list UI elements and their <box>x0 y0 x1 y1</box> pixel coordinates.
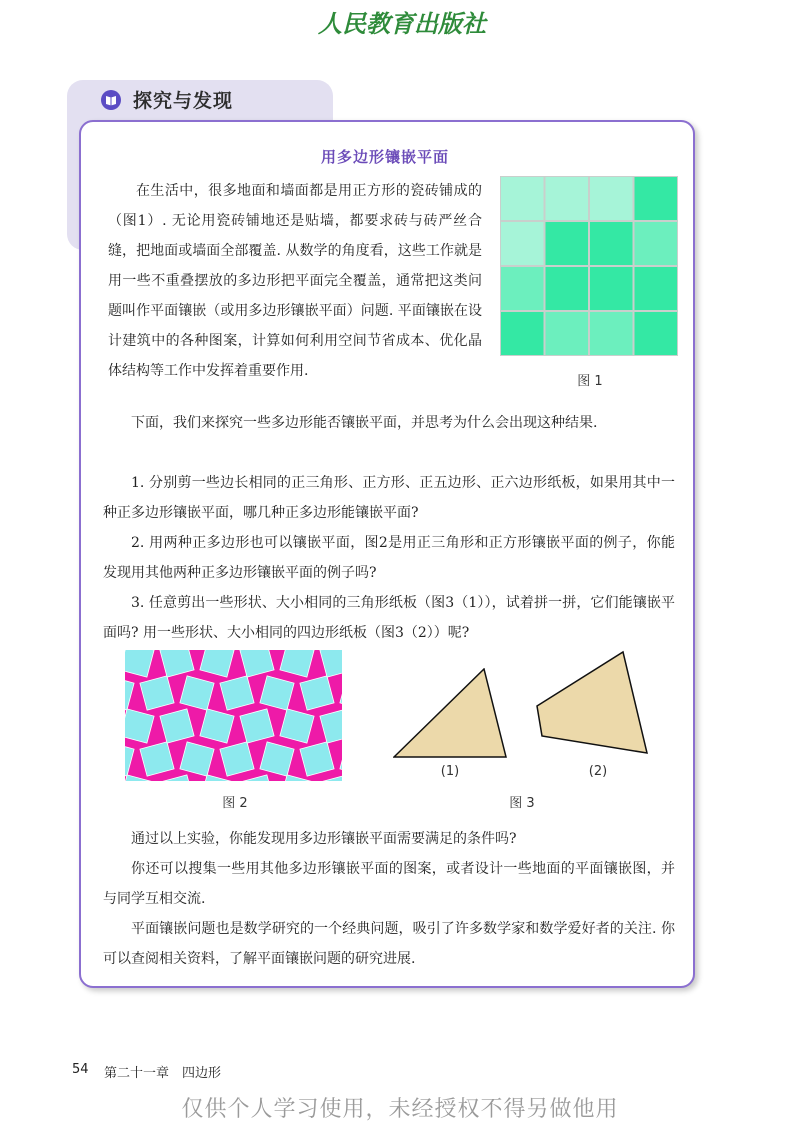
square-tile <box>590 267 633 310</box>
paragraph-intro: 在生活中，很多地面和墙面都是用正方形的瓷砖铺成的（图1）. 无论用瓷砖铺地还是贴墙，都要求砖与砖严丝合缝，把地面或墙面全部覆盖. 从数学的角度看，这些工作就是用一些不重叠摆放的多边形把平面完全覆盖，通常把这类问题叫作平面镶嵌（或用多边形镶嵌平面）问题. 平面镶嵌在设计建筑中的各种图案，计算如何利用空间节省成本、优化晶体结构等工作中发挥着重要作用. <box>108 183 482 379</box>
figure-1-square-tiles <box>500 176 678 356</box>
figure-3-quadrilateral <box>535 650 650 756</box>
paragraph-task-2: 2. 用两种正多边形也可以镶嵌平面，图2是用正三角形和正方形镶嵌平面的例子，你能发现用其他两种正多边形镶嵌平面的例子吗? <box>103 535 675 581</box>
square-tile <box>635 177 678 220</box>
figure-3-caption: 图 3 <box>509 796 535 811</box>
square-tile <box>590 222 633 265</box>
square-tile <box>501 222 544 265</box>
svg-text:人民教育出版社: 人民教育出版社 <box>318 9 486 38</box>
figure-3-sub-caption-2: (2) <box>588 764 608 779</box>
square-tile <box>546 177 589 220</box>
paragraph-task-1: 1. 分别剪一些边长相同的正三角形、正方形、正五边形、正六边形纸板，如果用其中一种正多边形镶嵌平面，哪几种正多边形能镶嵌平面? <box>103 475 675 521</box>
figure-2-caption: 图 2 <box>222 796 248 811</box>
square-tile <box>501 177 544 220</box>
square-tile <box>635 267 678 310</box>
square-tile <box>501 267 544 310</box>
square-tile <box>501 312 544 355</box>
square-tile <box>546 222 589 265</box>
publisher-logo <box>292 4 512 40</box>
paragraph-classic: 平面镶嵌问题也是数学研究的一个经典问题，吸引了许多数学家和数学爱好者的关注. 你可以查阅相关资料，了解平面镶嵌问题的研究进展. <box>103 921 675 967</box>
figure-2-tessellation <box>125 650 342 781</box>
article-heading: 用多边形镶嵌平面 <box>320 148 449 166</box>
figure-1-caption: 图 1 <box>577 374 603 389</box>
paragraph-explore: 下面，我们来探究一些多边形能否镶嵌平面，并思考为什么会出现这种结果. <box>131 415 598 431</box>
square-tile <box>635 222 678 265</box>
section-title: 探究与发现 <box>133 90 234 112</box>
square-tile <box>590 312 633 355</box>
square-tile <box>590 177 633 220</box>
chapter-title: 第二十一章 四边形 <box>104 1066 222 1081</box>
book-icon <box>100 89 122 111</box>
paragraph-task-3: 3. 任意剪出一些形状、大小相同的三角形纸板（图3（1）），试着拼一拼，它们能镶嵌平面吗? 用一些形状、大小相同的四边形纸板（图3（2））呢? <box>103 595 675 641</box>
figure-3-sub-caption-1: (1) <box>440 764 460 779</box>
square-tile <box>546 312 589 355</box>
paragraph-collect: 你还可以搜集一些用其他多边形镶嵌平面的图案，或者设计一些地面的平面镶嵌图，并与同学互相交流. <box>103 861 675 907</box>
page-number: 54 <box>72 1062 89 1077</box>
figure-3-triangle <box>393 668 508 760</box>
square-tile <box>546 267 589 310</box>
paragraph-condition: 通过以上实验，你能发现用多边形镶嵌平面需要满足的条件吗? <box>131 831 517 847</box>
watermark: 仅供个人学习使用，未经授权不得另做他用 <box>181 1097 619 1122</box>
square-tile <box>635 312 678 355</box>
